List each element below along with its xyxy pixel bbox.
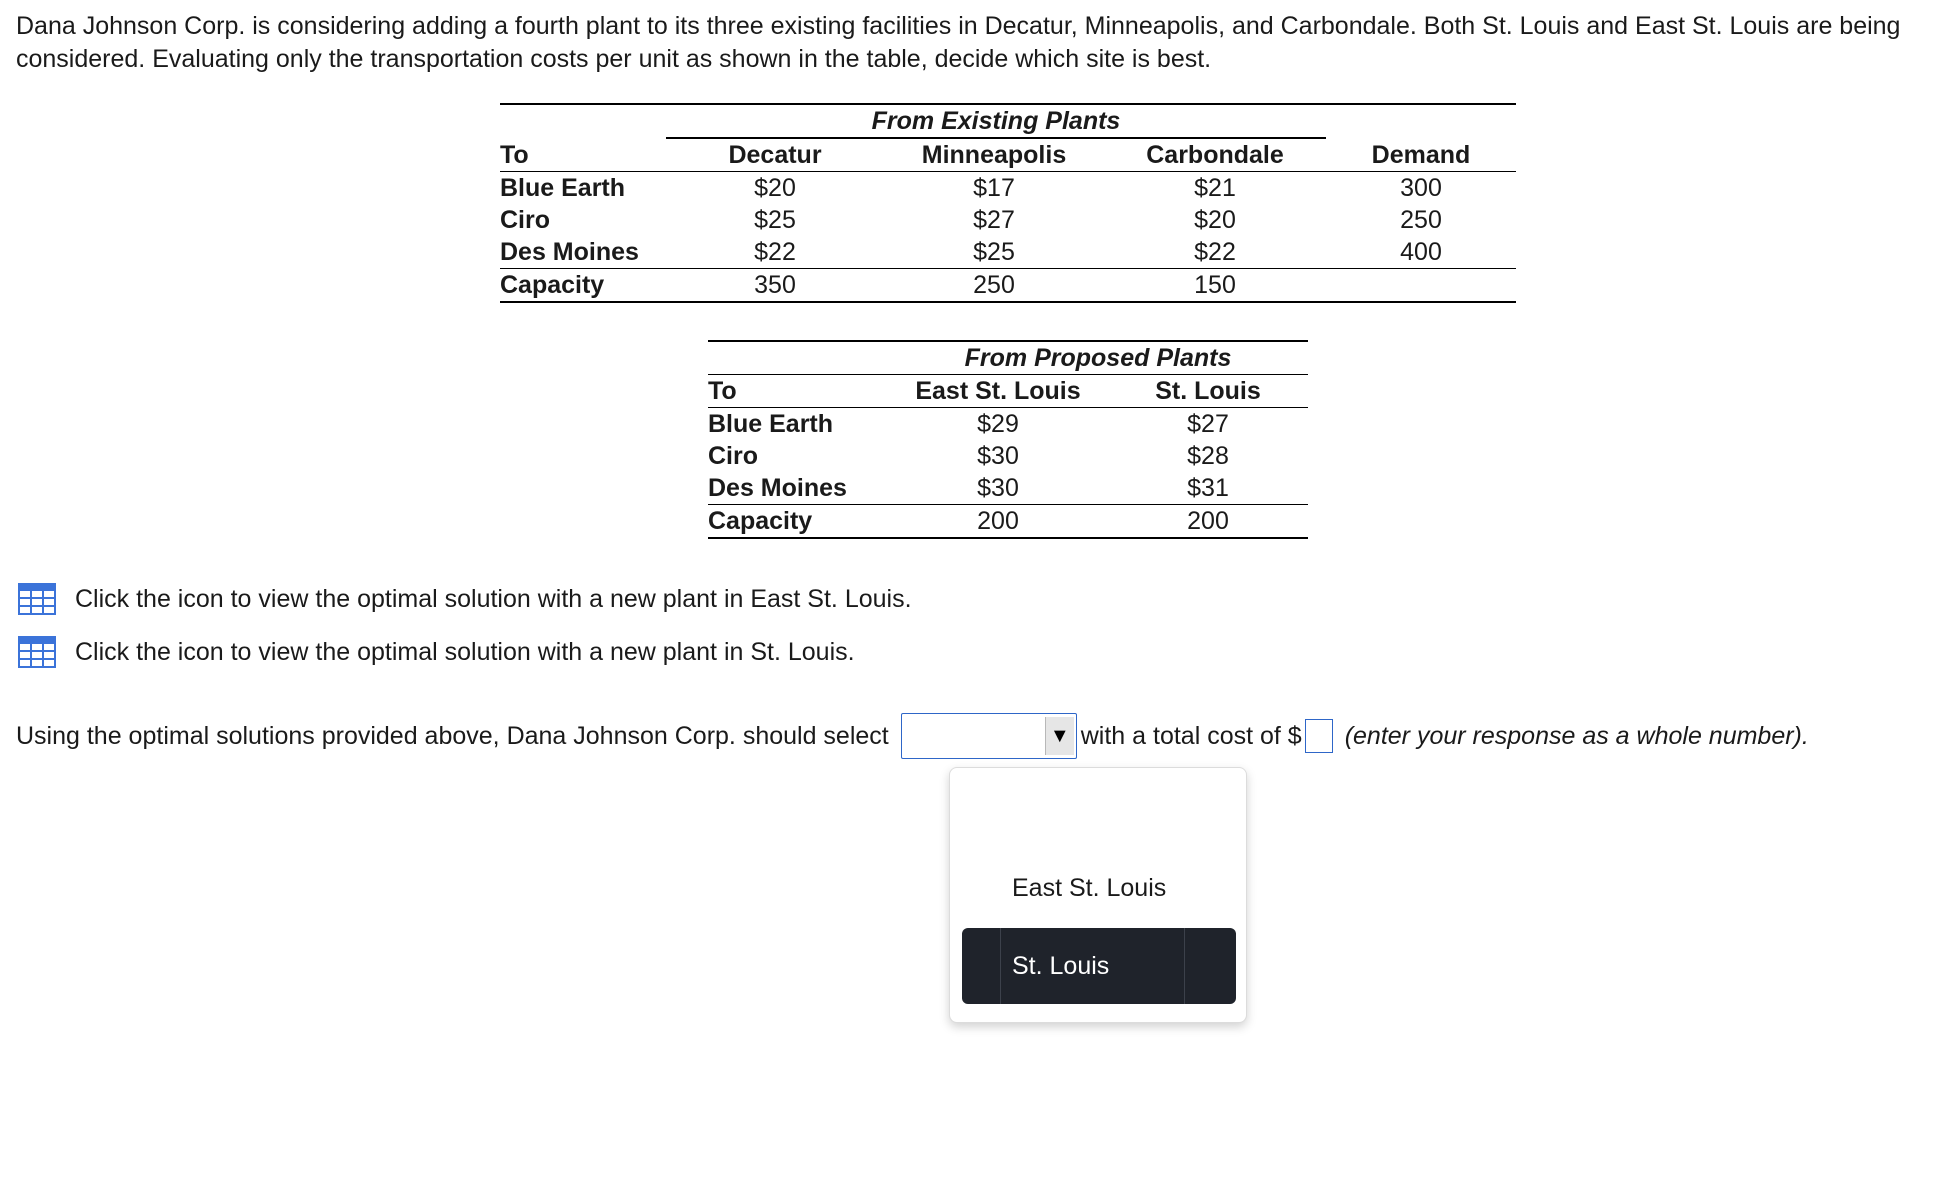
cost-cell: $28	[1187, 442, 1229, 470]
link-text: Click the icon to view the optimal solution with a new plant in St. Louis.	[75, 638, 855, 666]
table-row	[708, 472, 1308, 505]
capacity-cell: 250	[884, 269, 1104, 303]
demand-cell: 300	[1400, 174, 1442, 202]
site-select[interactable]	[901, 713, 1077, 759]
answer-hint: (enter your response as a whole number).	[1344, 721, 1809, 750]
column-header-demand: Demand	[1326, 138, 1516, 172]
table-row	[500, 172, 1516, 205]
table-row	[500, 204, 1516, 236]
link-text: Click the icon to view the optimal solution with a new plant in East St. Louis.	[75, 585, 912, 613]
cost-cell: $25	[884, 236, 1104, 269]
to-header: To	[708, 375, 888, 408]
demand-cell: 250	[1400, 206, 1442, 234]
group-header-existing: From Existing Plants	[666, 104, 1326, 138]
option-divider	[1184, 928, 1185, 1004]
capacity-cell: 150	[1104, 269, 1326, 303]
triangle-down-icon[interactable]: ▼	[1045, 717, 1074, 755]
table-row	[708, 408, 1308, 441]
cost-cell: $22	[666, 236, 884, 269]
cost-cell: $30	[977, 442, 1019, 470]
site-dropdown-list	[949, 767, 1247, 1023]
to-header: To	[500, 138, 666, 172]
option-divider	[1000, 928, 1001, 1004]
proposed-plants-table	[708, 340, 1308, 539]
table-group-header-row	[708, 341, 1308, 375]
row-label: Ciro	[708, 442, 758, 470]
dropdown-option-blank[interactable]	[962, 774, 1236, 850]
table-group-header-row	[500, 104, 1516, 138]
cost-cell: $29	[977, 410, 1019, 438]
capacity-cell: 350	[666, 269, 884, 303]
group-header-proposed: From Proposed Plants	[888, 341, 1308, 375]
capacity-row	[708, 505, 1308, 539]
capacity-row	[500, 269, 1516, 303]
cost-cell: $20	[1194, 206, 1236, 234]
cost-cell: $20	[754, 174, 796, 202]
capacity-label: Capacity	[500, 269, 666, 303]
table-row	[708, 440, 1308, 472]
column-header-east-st-louis: East St. Louis	[888, 375, 1108, 408]
dropdown-option-label: St. Louis	[1012, 952, 1110, 980]
table-grid-icon[interactable]	[18, 583, 56, 615]
link-st-louis-solution[interactable]	[18, 636, 855, 668]
cost-cell: $21	[1194, 174, 1236, 202]
cost-cell: $22	[1104, 236, 1326, 269]
table-header-row	[500, 138, 1516, 172]
row-label: Blue Earth	[708, 410, 834, 438]
question-prefix: Using the optimal solutions provided above, Dana Johnson Corp. should select	[16, 721, 889, 750]
table-row	[500, 236, 1516, 269]
row-label: Des Moines	[708, 472, 888, 505]
capacity-cell: 200	[1108, 505, 1308, 539]
cost-cell: $30	[888, 472, 1108, 505]
cost-cell: $31	[1108, 472, 1308, 505]
column-header-minneapolis: Minneapolis	[884, 138, 1104, 172]
column-header-st-louis: St. Louis	[1108, 375, 1308, 408]
table-grid-icon[interactable]	[18, 636, 56, 668]
question-row	[16, 712, 1809, 760]
capacity-label: Capacity	[708, 505, 888, 539]
column-header-carbondale: Carbondale	[1104, 138, 1326, 172]
row-label: Des Moines	[500, 236, 666, 269]
problem-statement: Dana Johnson Corp. is considering adding a fourth plant to its three existing facilities in Decatur, Minneapolis, and Carbondale. Both St. Louis and East St. Louis are being considered. Evaluating only the transportation costs per unit as shown in the table, decide which site is best.	[16, 12, 1901, 73]
row-label: Ciro	[500, 206, 550, 234]
question-middle: with a total cost of $	[1080, 721, 1302, 750]
column-header-decatur: Decatur	[666, 138, 884, 172]
cost-cell: $27	[1187, 410, 1229, 438]
total-cost-input[interactable]	[1305, 719, 1333, 753]
cost-cell: $27	[973, 206, 1015, 234]
cost-cell: $17	[973, 174, 1015, 202]
row-label: Blue Earth	[500, 174, 626, 202]
existing-plants-table	[500, 103, 1516, 303]
table-header-row	[708, 375, 1308, 408]
capacity-cell: 200	[888, 505, 1108, 539]
demand-cell: 400	[1326, 236, 1516, 269]
link-east-st-louis-solution[interactable]	[18, 583, 912, 615]
cost-cell: $25	[754, 206, 796, 234]
dropdown-option-st-louis[interactable]	[962, 928, 1236, 1004]
dropdown-option-east-st-louis[interactable]: East St. Louis	[1012, 874, 1167, 902]
